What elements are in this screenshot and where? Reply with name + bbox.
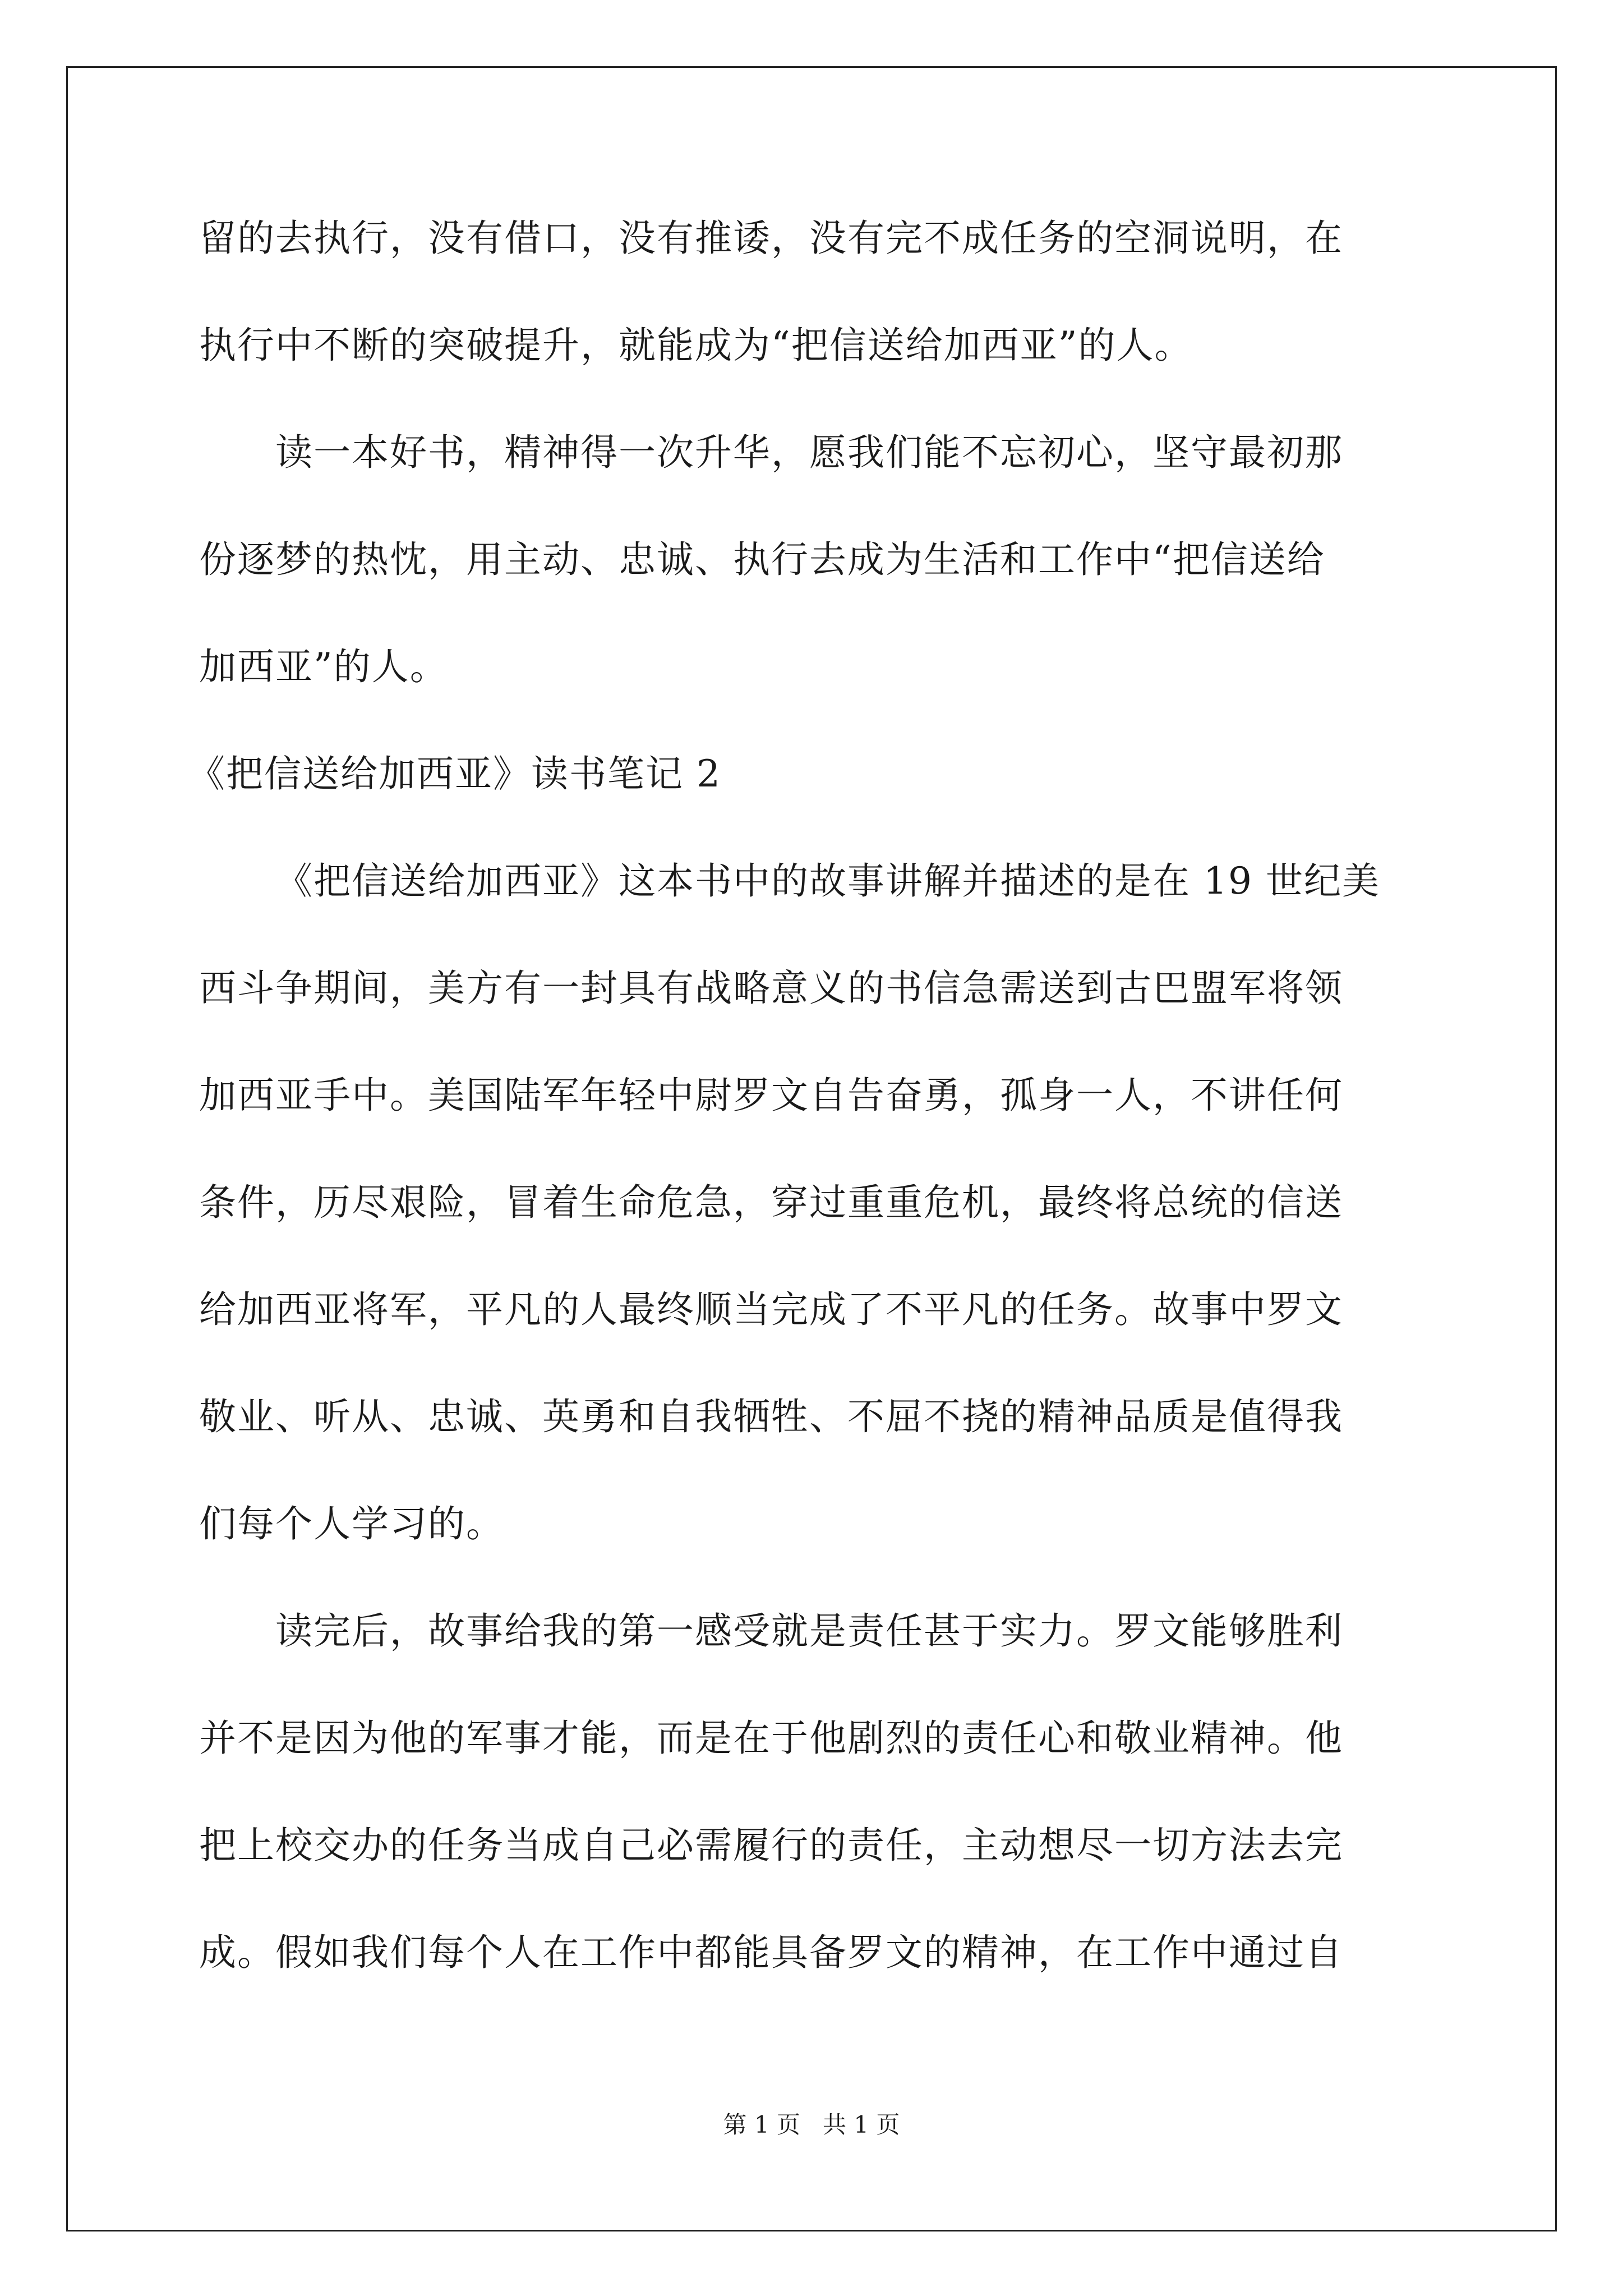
paragraph-first-line: 读一本好书，精神得一次升华，愿我们能不忘初心，坚守最初那 bbox=[275, 431, 1343, 474]
page-footer bbox=[0, 2108, 1623, 2142]
text-line: 并不是因为他的军事才能，而是在于他剧烈的责任心和敬业精神。他 bbox=[199, 1717, 1343, 1760]
paragraph-first-line: 《把信送给加西亚》这本书中的故事讲解并描述的是在 19 世纪美 bbox=[275, 859, 1380, 903]
text-line: 份逐梦的热忱，用主动、忠诚、执行去成为生活和工作中“把信送给 bbox=[199, 538, 1325, 581]
text-line: 加西亚手中。美国陆军年轻中尉罗文自告奋勇，孤身一人，不讲任何 bbox=[199, 1074, 1343, 1117]
text-line: 留的去执行，没有借口，没有推诿，没有完不成任务的空洞说明，在 bbox=[199, 217, 1343, 260]
text-line: 给加西亚将军，平凡的人最终顺当完成了不平凡的任务。故事中罗文 bbox=[199, 1288, 1343, 1331]
text-line: 执行中不断的突破提升，就能成为“把信送给加西亚”的人。 bbox=[199, 324, 1193, 367]
text-line: 们每个人学习的。 bbox=[199, 1502, 504, 1545]
text-line: 把上校交办的任务当成自己必需履行的责任，主动想尽一切方法去完 bbox=[199, 1824, 1343, 1867]
page-total: 共 1 页 bbox=[823, 2111, 900, 2138]
page-number: 第 1 页 bbox=[723, 2111, 800, 2138]
text-line: 加西亚”的人。 bbox=[199, 645, 448, 688]
footer-spacer bbox=[800, 2111, 823, 2138]
document-body bbox=[188, 208, 1433, 2029]
section-heading: 《把信送给加西亚》读书笔记 2 bbox=[188, 752, 721, 795]
text-line: 条件，历尽艰险，冒着生命危急，穿过重重危机，最终将总统的信送 bbox=[199, 1181, 1343, 1224]
text-line: 西斗争期间，美方有一封具有战略意义的书信急需送到古巴盟军将领 bbox=[199, 967, 1343, 1010]
text-line: 成。假如我们每个人在工作中都能具备罗文的精神，在工作中通过自 bbox=[199, 1931, 1343, 1974]
paragraph-first-line: 读完后，故事给我的第一感受就是责任甚于实力。罗文能够胜利 bbox=[275, 1609, 1343, 1653]
text-line: 敬业、听从、忠诚、英勇和自我牺牲、不屈不挠的精神品质是值得我 bbox=[199, 1395, 1343, 1438]
